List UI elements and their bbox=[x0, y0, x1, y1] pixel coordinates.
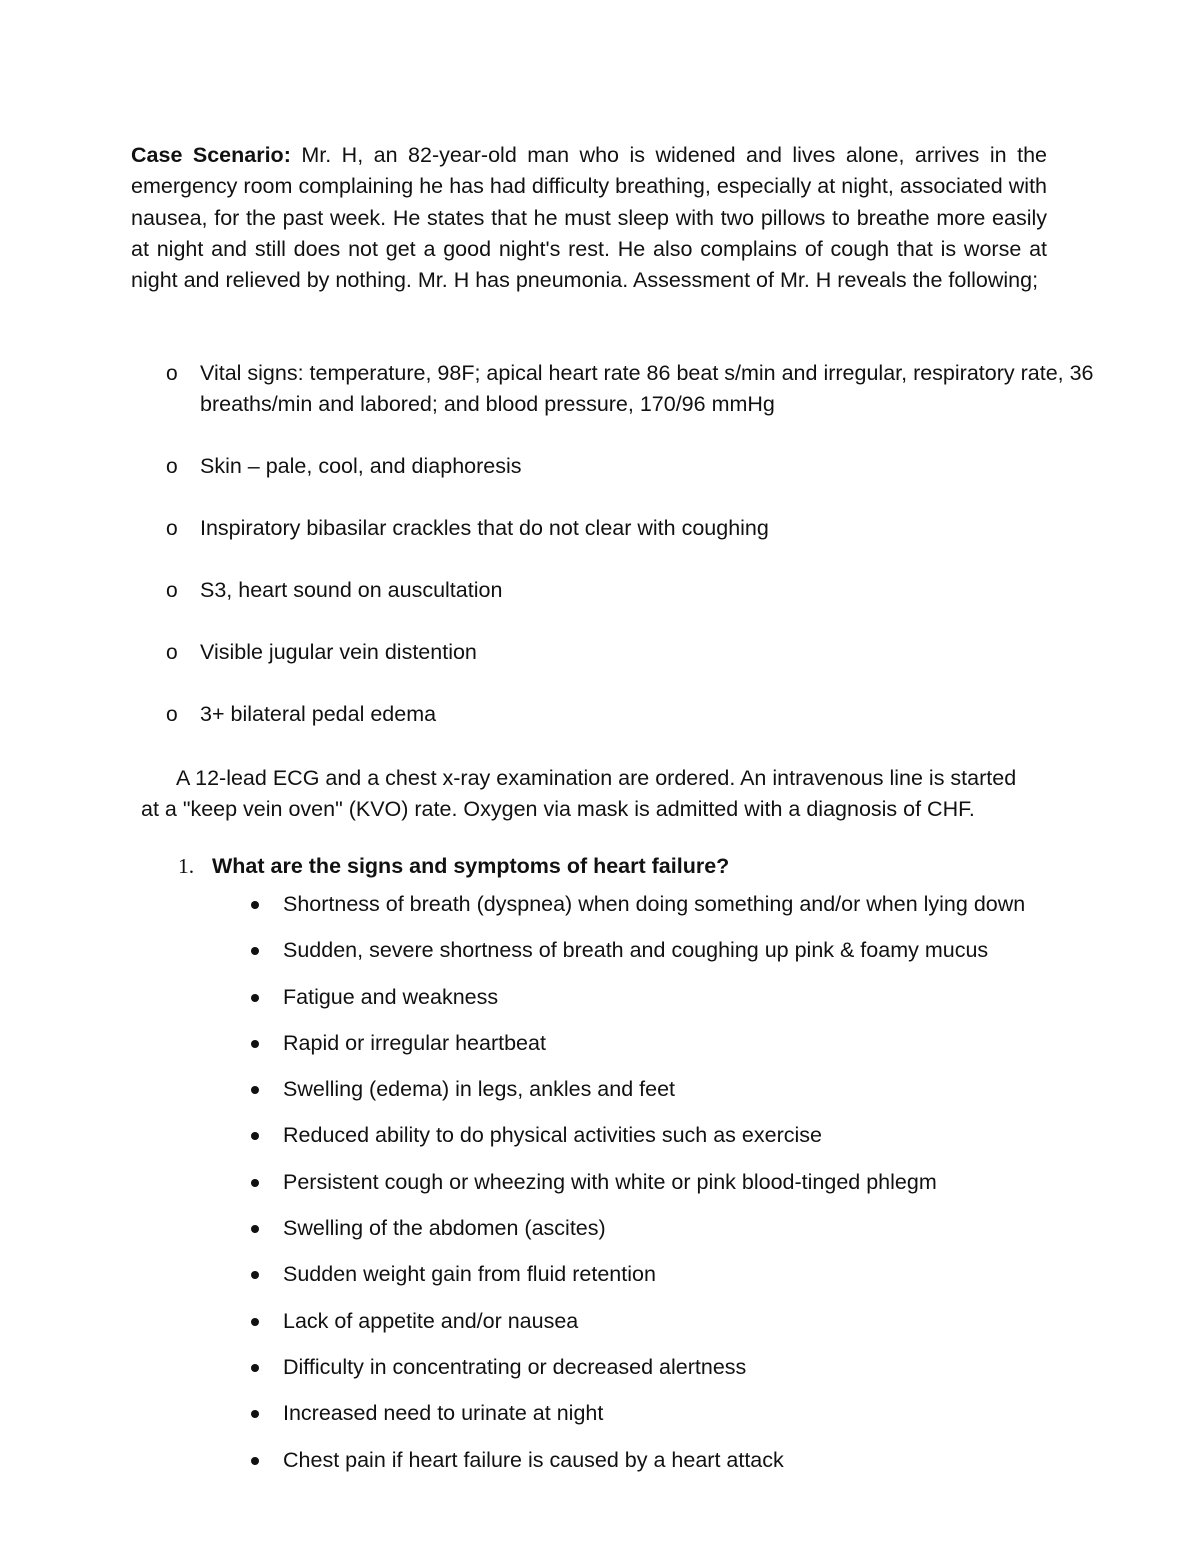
finding-item bbox=[166, 637, 1126, 668]
orders-line-2: at a "keep vein oven" (KVO) rate. Oxygen via mask is admitted with a diagnosis of CHF. bbox=[141, 797, 975, 821]
circle-bullet-icon: o bbox=[166, 455, 178, 478]
finding-item bbox=[166, 699, 1126, 730]
list-item bbox=[248, 1028, 1148, 1074]
circle-bullet-icon: o bbox=[166, 703, 178, 726]
orders-paragraph bbox=[141, 763, 1101, 825]
symptom-text: Increased need to urinate at night bbox=[283, 1401, 604, 1426]
bullet-icon bbox=[251, 901, 259, 909]
list-item bbox=[248, 982, 1148, 1028]
circle-bullet-icon: o bbox=[166, 362, 178, 385]
case-scenario-label: Case Scenario: bbox=[131, 143, 291, 167]
list-item bbox=[248, 1259, 1148, 1305]
symptom-text: Shortness of breath (dyspnea) when doing something and/or when lying down bbox=[283, 892, 1026, 916]
list-item bbox=[248, 1167, 1148, 1213]
symptom-text: Swelling of the abdomen (ascites) bbox=[283, 1216, 606, 1241]
question-heading bbox=[178, 851, 1138, 882]
symptoms-list bbox=[248, 889, 1148, 1491]
list-item bbox=[248, 1445, 1148, 1491]
question-text: What are the signs and symptoms of heart failure? bbox=[212, 854, 730, 878]
finding-text: Skin – pale, cool, and diaphoresis bbox=[200, 454, 522, 478]
finding-text: Vital signs: temperature, 98F; apical heart rate 86 beat s/min and irregular, respiratory rate, 36 breaths/min and labored; and blood pressure, 170/96 mmHg bbox=[200, 361, 1094, 416]
symptom-text: Sudden weight gain from fluid retention bbox=[283, 1262, 656, 1287]
bullet-icon bbox=[251, 1225, 259, 1233]
finding-text: 3+ bilateral pedal edema bbox=[200, 702, 437, 726]
circle-bullet-icon: o bbox=[166, 517, 178, 540]
bullet-icon bbox=[251, 1271, 259, 1279]
finding-item bbox=[166, 451, 1126, 482]
finding-text: Visible jugular vein distention bbox=[200, 640, 477, 664]
case-scenario-text: Mr. H, an 82-year-old man who is widened and lives alone, arrives in the emergency room complaining he has had difficulty breathing, especially at night, associated with nausea, for the past week. He states that he must sleep with two pillows to breathe more easily at night and still does not get a good night's rest. He also complains of cough that is worse at night and relieved by nothing. Mr. H has pneumonia. Assessment of Mr. H reveals the following; bbox=[131, 143, 1047, 293]
circle-bullet-icon: o bbox=[166, 641, 178, 664]
bullet-icon bbox=[251, 1040, 259, 1048]
symptom-text: Lack of appetite and/or nausea bbox=[283, 1308, 579, 1333]
bullet-icon bbox=[251, 1410, 259, 1418]
symptom-text: Persistent cough or wheezing with white or pink blood-tinged phlegm bbox=[283, 1169, 937, 1194]
bullet-icon bbox=[251, 1179, 259, 1187]
list-item bbox=[248, 1352, 1148, 1398]
circle-bullet-icon: o bbox=[166, 579, 178, 602]
symptom-text: Fatigue and weakness bbox=[283, 984, 499, 1009]
assessment-findings-list bbox=[166, 358, 1126, 761]
finding-text: S3, heart sound on auscultation bbox=[200, 578, 503, 602]
bullet-icon bbox=[251, 994, 259, 1002]
list-item bbox=[248, 1398, 1148, 1444]
case-scenario-paragraph bbox=[131, 140, 1047, 296]
symptom-text: Rapid or irregular heartbeat bbox=[283, 1030, 546, 1055]
list-item bbox=[248, 935, 1148, 981]
orders-line-1: A 12-lead ECG and a chest x-ray examination are ordered. An intravenous line is started bbox=[176, 766, 1017, 790]
finding-item bbox=[166, 358, 1126, 420]
list-item bbox=[248, 889, 1148, 935]
finding-item bbox=[166, 575, 1126, 606]
symptom-text: Sudden, severe shortness of breath and coughing up pink & foamy mucus bbox=[283, 938, 989, 963]
bullet-icon bbox=[251, 1086, 259, 1094]
symptom-text: Chest pain if heart failure is caused by a heart attack bbox=[283, 1447, 784, 1472]
finding-text: Inspiratory bibasilar crackles that do not clear with coughing bbox=[200, 516, 769, 540]
bullet-icon bbox=[251, 1364, 259, 1372]
list-item bbox=[248, 1074, 1148, 1120]
bullet-icon bbox=[251, 947, 259, 955]
list-item bbox=[248, 1213, 1148, 1259]
finding-item bbox=[166, 513, 1126, 544]
symptom-text: Reduced ability to do physical activities such as exercise bbox=[283, 1123, 822, 1148]
bullet-icon bbox=[251, 1132, 259, 1140]
symptom-text: Swelling (edema) in legs, ankles and feet bbox=[283, 1077, 675, 1102]
list-item bbox=[248, 1120, 1148, 1166]
symptom-text: Difficulty in concentrating or decreased alertness bbox=[283, 1354, 747, 1379]
question-number: 1. bbox=[178, 854, 195, 878]
list-item bbox=[248, 1306, 1148, 1352]
bullet-icon bbox=[251, 1457, 259, 1465]
bullet-icon bbox=[251, 1318, 259, 1326]
